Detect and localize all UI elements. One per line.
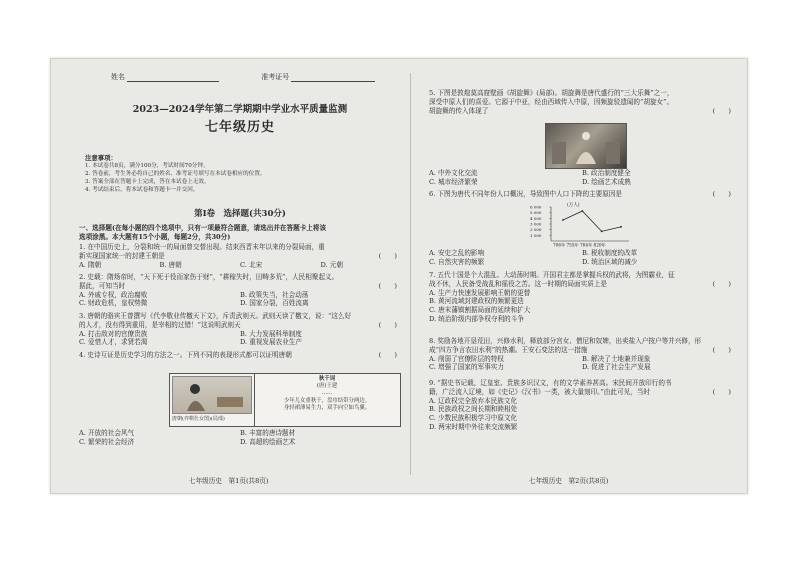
q4-poem-line: 少年儿女重秋千，盘巾结带分两边。 <box>283 397 371 404</box>
q9-stem1: 9. “据史书记载，辽皇室、贵族多识汉文，有的文学素养甚高。宋民间开放印行的书 <box>429 379 672 387</box>
q3-option-b[interactable]: B. 大力发展科举制度 <box>240 329 302 338</box>
q1-stem2: 新实现国家统一的封建王朝是 <box>79 251 165 260</box>
q4-poem-dots: …… <box>321 390 333 397</box>
question-2 <box>79 273 401 308</box>
q1-option-c[interactable]: C. 北宋 <box>240 260 263 269</box>
q7-option-a[interactable]: A. 生产力快速发展影响王朝的更替 <box>429 288 531 297</box>
q6-stem: 6. 下图为唐代不同年份人口概况，导致图中人口下降的主要原因是 <box>429 190 623 198</box>
q5-stem1: 5. 下图是敦煌莫高窟壁画《胡旋舞》(局部)。胡旋舞是唐代盛行的“三大乐舞”之一， <box>429 89 674 97</box>
q2-answer-paren[interactable]: ( ) <box>378 281 397 290</box>
q4-options-wrap <box>79 429 401 447</box>
q7-stem1: 7. 五代十国是个大混乱、大动荡时期。开国君主都是掌握兵权的武将，为图霸业，征 <box>429 271 675 279</box>
question-6 <box>429 190 735 199</box>
q5-option-a[interactable]: A. 中外文化交流 <box>429 169 478 177</box>
q5-stem2: 深受中原人们的喜爱。它源于中亚，经由西域传入中原，因频旋驳遗闻的“胡旋女”。 <box>429 97 674 106</box>
exam-title: 2023—2024学年第二学期期中学业水平质量监测 <box>132 104 348 115</box>
chart-y-tick-label: 5 000 <box>530 210 542 216</box>
q8-stem2: 成“四方争言农田水利”的热潮。王安石变法的这一措施 <box>429 345 588 354</box>
q9-option-d[interactable]: D. 两宋时期中外往来交流频繁 <box>429 422 518 431</box>
section1-instructions <box>79 224 401 242</box>
note-item: 3. 答案全部在答题卡上完成，答在本试卷上无效。 <box>85 179 210 185</box>
chart-x-tick-labels: 706年 755年 764年 820年 <box>553 242 606 247</box>
q4-poem-line: 身轻裙薄易生力，双手向空如鸟翼。 <box>283 404 371 411</box>
q4-options <box>79 429 401 447</box>
q4-image-caption: 唐朝(弈棋仕女图)(局部) <box>172 416 225 422</box>
q2-options <box>79 291 401 309</box>
notes-box <box>85 154 266 194</box>
question-3 <box>79 312 401 347</box>
section1-line2: 选项涂黑。本大题有15个小题，每题2分，共30分) <box>79 232 231 241</box>
q4-poem <box>256 376 398 412</box>
q3-option-d[interactable]: D. 重视发展农业生产 <box>240 338 302 347</box>
footer-right: 七年级历史 第2页(共8页) <box>529 477 609 485</box>
exam-no-blank[interactable] <box>291 73 375 82</box>
chart-data-point <box>581 210 583 212</box>
q5-option-d[interactable]: D. 绘画艺术成熟 <box>582 177 631 186</box>
footer-left: 七年级历史 第1页(共8页) <box>189 477 269 485</box>
dancer-icon <box>546 124 626 168</box>
q5-options-wrap <box>429 169 735 187</box>
name-blank[interactable] <box>127 73 219 82</box>
q3-option-a[interactable]: A. 打击敌对的官僚贵族 <box>79 329 148 338</box>
q5-options <box>429 169 735 187</box>
q8-option-a[interactable]: A. 削弱了官僚阶层的特权 <box>429 354 504 363</box>
q8-option-d[interactable]: D. 促进了社会生产发展 <box>582 363 651 372</box>
q4-box-divider <box>254 374 255 426</box>
q9-stem2: 籍，广泛流入辽境，如《史记》《汉书》一类，被大量刻印。”由此可见，当时 <box>429 387 650 396</box>
q6-option-b[interactable]: B. 税收制度的改革 <box>582 249 638 257</box>
q6-answer-paren[interactable]: ( ) <box>712 190 731 198</box>
q4-poem-author: (唐)王建 <box>316 383 338 390</box>
q3-stem1: 3. 唐朝的骆宾王曾撰写《代李敬业传檄天下文》，斥责武则天。武则天读了檄文，说：“这么好 <box>79 312 352 320</box>
chart-y-tick-label: 4 000 <box>530 215 542 221</box>
q6-option-c[interactable]: C. 自然灾害的频繁 <box>429 257 485 266</box>
q3-stem2: 的人才，没有得到重用，是宰相的过错！”这说明武则天 <box>79 320 241 329</box>
section1-line1: 一、选择题(在每小题的四个选项中，只有一项最符合题意，请选出并在答题卡上将该 <box>79 224 327 232</box>
q8-option-b[interactable]: B. 解决了土地兼并现象 <box>582 354 651 363</box>
q4-poem-title: 秋千词 <box>318 376 336 382</box>
q7-answer-paren[interactable]: ( ) <box>712 279 731 288</box>
q4-option-a[interactable]: A. 开放的社会风气 <box>79 429 135 437</box>
q5-mural-image <box>545 123 627 169</box>
q5-option-b[interactable]: B. 政治制度健全 <box>582 169 631 177</box>
chart-data-point <box>620 226 622 228</box>
q3-option-c[interactable]: C. 爱惜人才，求贤若渴 <box>79 338 148 347</box>
q5-stem3: 胡旋舞的传入体现了 <box>429 106 489 115</box>
part1-title: 第Ⅰ卷 选择题(共30分) <box>194 209 286 219</box>
chart-y-tick-label: 1 000 <box>530 232 542 238</box>
q3-answer-paren[interactable]: ( ) <box>378 320 397 329</box>
question-4 <box>79 351 401 360</box>
column-divider <box>410 73 411 475</box>
question-9 <box>429 379 735 432</box>
chart-y-tick-label: 6 000 <box>530 204 542 210</box>
q8-stem1: 8. 奖励各地开垦荒田，兴修水利，释放部分宫女、僧尼和奴婢，出卖盐入户按户等并兴修，形 <box>429 337 702 345</box>
q4-answer-paren[interactable]: ( ) <box>378 351 397 359</box>
q1-options <box>79 261 401 270</box>
chart-y-tick-label: 3 000 <box>530 221 542 227</box>
q4-stem: 4. 史诗互证是历史学习的方法之一。下列不同的表现形式都可以证明唐朝 <box>79 351 292 359</box>
q2-stem2: 据此，可知当时 <box>79 281 126 290</box>
population-series-line <box>563 211 621 231</box>
q1-answer-paren[interactable]: ( ) <box>378 251 397 260</box>
q9-option-b[interactable]: B. 民族政权之间长期和睦相处 <box>429 405 518 414</box>
q2-option-d[interactable]: D. 国家分裂，百姓流离 <box>240 299 309 308</box>
question-7 <box>429 271 735 324</box>
q1-option-b[interactable]: B. 唐朝 <box>159 260 182 269</box>
q9-option-a[interactable]: A. 辽政权完全放弃本民族文化 <box>429 396 518 405</box>
chart-y-tick-label: 2 000 <box>530 227 542 233</box>
note-item: 2. 答卷前，考生务必将自己的姓名、准考证号填写在本试卷相应的位置。 <box>85 171 266 177</box>
name-label: 姓名 <box>111 73 125 81</box>
q6-option-a[interactable]: A. 安史之乱的影响 <box>429 249 485 257</box>
q1-stem1: 1. 在中国历史上，分裂和统一的局面曾交替出现。结束西晋末年以来的分裂局面，重 <box>79 243 325 251</box>
chart-data-point <box>601 230 603 232</box>
q7-option-c[interactable]: C. 唐末藩镇割据局面的延续和扩大 <box>429 306 531 315</box>
q5-option-c[interactable]: C. 城市经济繁荣 <box>429 177 478 186</box>
q2-option-b[interactable]: B. 政策失当，社会动荡 <box>240 290 309 299</box>
question-8 <box>429 337 735 372</box>
q4-painting-image <box>172 376 252 414</box>
chart-data-point <box>562 219 564 221</box>
question-5 <box>429 89 735 115</box>
population-chart <box>529 199 639 247</box>
q8-options <box>429 355 735 373</box>
notes-heading: 注意事项： <box>85 154 117 162</box>
q8-answer-paren[interactable]: ( ) <box>712 345 731 354</box>
q4-option-c[interactable]: C. 繁荣的社会经济 <box>79 437 135 446</box>
q4-option-b[interactable]: B. 丰富的唐诗题材 <box>240 429 296 437</box>
q6-options <box>429 249 735 267</box>
q6-options-wrap <box>429 249 735 267</box>
exam-no-label: 准考证号 <box>261 73 290 81</box>
q6-option-d[interactable]: D. 统治区域的减少 <box>582 257 638 266</box>
q5-answer-paren[interactable]: ( ) <box>712 106 731 115</box>
q1-option-a[interactable]: A. 隋朝 <box>79 260 102 269</box>
q7-option-d[interactable]: D. 统治阶级内部争权夺利的斗争 <box>429 314 524 323</box>
q8-option-c[interactable]: C. 增强了国家的军事实力 <box>429 363 504 372</box>
q7-option-b[interactable]: B. 黄河流域封建政权的频繁更迭 <box>429 297 524 306</box>
lady-figure-icon <box>173 377 251 413</box>
q1-option-d[interactable]: D. 元朝 <box>320 260 343 269</box>
exam-paper <box>50 58 748 494</box>
student-info-line <box>111 73 375 82</box>
note-item: 4. 考试结束后，将本试卷和答题卡一并交回。 <box>85 187 199 193</box>
q7-stem2: 战不休，人民备受战乱和徭役之苦。这一时期的局面实质上是 <box>429 279 608 288</box>
q4-material-box <box>169 373 401 427</box>
q4-option-d[interactable]: D. 高超的绘画艺术 <box>240 437 296 446</box>
subject-title: 七年级历史 <box>204 120 275 135</box>
question-1 <box>79 243 401 269</box>
q2-stem1: 2. 史载：隋炀帝时，“天下死于役而家伤于财”，“耕稼失时，田畴多荒”，人民相聚起义。 <box>79 273 339 281</box>
q9-option-c[interactable]: C. 少数民族积极学习中原文化 <box>429 414 518 423</box>
chart-y-label: (万人) <box>567 203 580 208</box>
q9-answer-paren[interactable]: ( ) <box>712 387 731 396</box>
q2-option-c[interactable]: C. 财政危机，皇权势微 <box>79 299 148 308</box>
note-item: 1. 本试卷共8页，满分100分，考试时间70分钟。 <box>85 163 209 169</box>
q3-options <box>79 330 401 348</box>
q2-option-a[interactable]: A. 外戚专权，政治腐败 <box>79 290 148 299</box>
